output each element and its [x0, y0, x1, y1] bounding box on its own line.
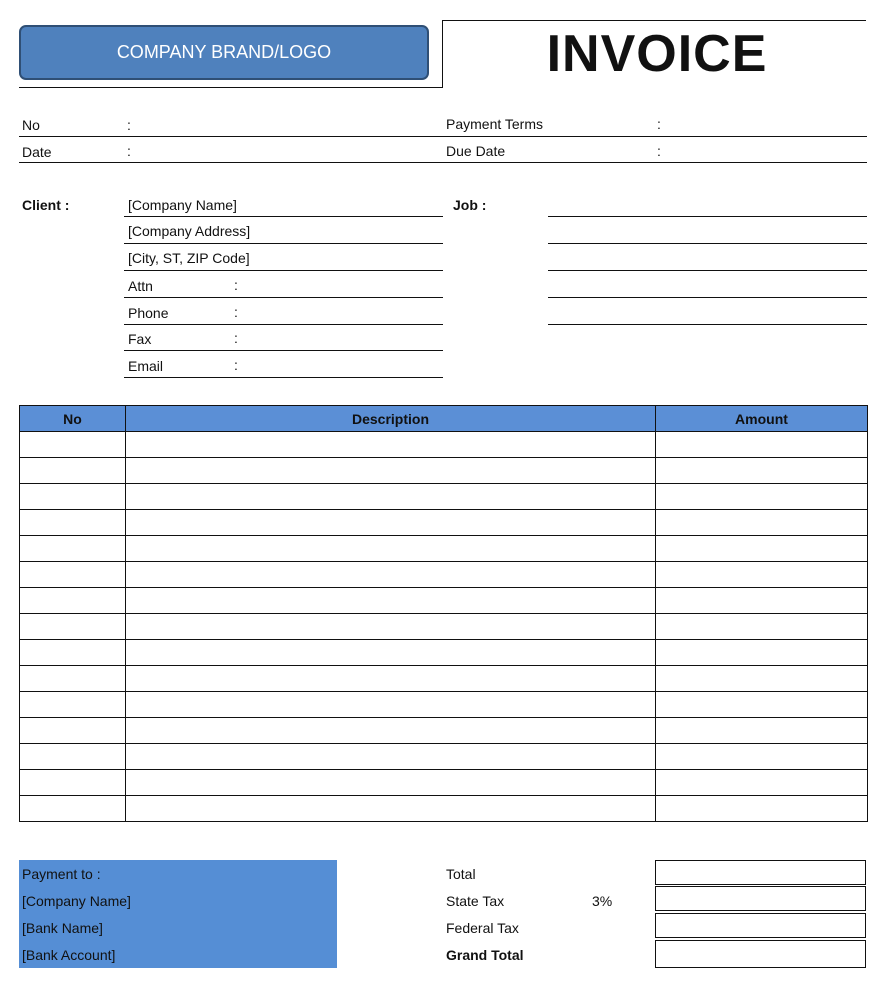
client-line-4 [124, 297, 443, 298]
company-logo-placeholder: COMPANY BRAND/LOGO [19, 25, 429, 80]
table-row [20, 484, 868, 510]
title-frame-left-border [442, 20, 443, 88]
no-cell[interactable] [20, 588, 126, 614]
client-phone-label: Phone [128, 305, 169, 321]
invoice-number-label: No [22, 117, 40, 133]
amount-cell[interactable] [656, 458, 868, 484]
amount-cell[interactable] [656, 484, 868, 510]
payment-bank-account: [Bank Account] [22, 947, 116, 963]
amount-cell[interactable] [656, 588, 868, 614]
description-cell[interactable] [126, 510, 656, 536]
header-bottom-border [19, 87, 443, 88]
amount-cell[interactable] [656, 510, 868, 536]
amount-cell[interactable] [656, 640, 868, 666]
federal-tax-label: Federal Tax [446, 920, 519, 936]
no-cell[interactable] [20, 796, 126, 822]
table-row [20, 432, 868, 458]
description-cell[interactable] [126, 718, 656, 744]
payment-company-name: [Company Name] [22, 893, 131, 909]
client-fax-colon: : [234, 330, 238, 346]
table-row [20, 770, 868, 796]
table-row [20, 536, 868, 562]
description-cell[interactable] [126, 458, 656, 484]
table-row [20, 562, 868, 588]
table-row [20, 640, 868, 666]
amount-cell[interactable] [656, 744, 868, 770]
column-header-no: No [20, 406, 126, 432]
client-email-colon: : [234, 357, 238, 373]
amount-cell[interactable] [656, 562, 868, 588]
table-row [20, 744, 868, 770]
invoice-number-colon: : [127, 117, 131, 133]
description-cell[interactable] [126, 432, 656, 458]
amount-cell[interactable] [656, 718, 868, 744]
no-cell[interactable] [20, 562, 126, 588]
column-header-amount: Amount [656, 406, 868, 432]
no-cell[interactable] [20, 458, 126, 484]
meta-divider-1 [19, 136, 867, 137]
amount-cell[interactable] [656, 770, 868, 796]
no-cell[interactable] [20, 692, 126, 718]
client-line-5 [124, 324, 443, 325]
column-header-description: Description [126, 406, 656, 432]
invoice-title: INVOICE [546, 25, 768, 83]
state-tax-value-box[interactable] [655, 886, 866, 911]
table-row [20, 614, 868, 640]
no-cell[interactable] [20, 432, 126, 458]
table-row [20, 666, 868, 692]
payment-terms-colon: : [657, 116, 661, 132]
description-cell[interactable] [126, 744, 656, 770]
table-row [20, 458, 868, 484]
client-company-name: [Company Name] [128, 197, 237, 213]
no-cell[interactable] [20, 536, 126, 562]
client-phone-colon: : [234, 304, 238, 320]
description-cell[interactable] [126, 614, 656, 640]
no-cell[interactable] [20, 640, 126, 666]
no-cell[interactable] [20, 614, 126, 640]
job-line-1 [548, 216, 867, 217]
job-line-3 [548, 270, 867, 271]
client-line-1 [124, 216, 443, 217]
client-email-label: Email [128, 358, 164, 374]
client-label: Client : [22, 197, 70, 213]
client-line-2 [124, 243, 443, 244]
client-attn-colon: : [234, 277, 238, 293]
items-table [19, 405, 868, 822]
table-row [20, 588, 868, 614]
state-tax-label: State Tax [446, 893, 505, 909]
client-line-3 [124, 270, 443, 271]
job-line-5 [548, 324, 867, 325]
amount-cell[interactable] [656, 666, 868, 692]
title-frame-top-border [442, 20, 866, 21]
amount-cell[interactable] [656, 692, 868, 718]
description-cell[interactable] [126, 588, 656, 614]
no-cell[interactable] [20, 770, 126, 796]
description-cell[interactable] [126, 484, 656, 510]
grand-total-label: Grand Total [446, 947, 524, 963]
no-cell[interactable] [20, 666, 126, 692]
payment-to-label: Payment to : [22, 866, 101, 882]
amount-cell[interactable] [656, 614, 868, 640]
federal-tax-value-box[interactable] [655, 913, 866, 938]
amount-cell[interactable] [656, 432, 868, 458]
state-tax-rate: 3% [592, 893, 613, 909]
grand-total-value-box[interactable] [655, 940, 866, 968]
amount-cell[interactable] [656, 536, 868, 562]
description-cell[interactable] [126, 692, 656, 718]
due-date-colon: : [657, 143, 661, 159]
table-row [20, 510, 868, 536]
description-cell[interactable] [126, 666, 656, 692]
total-value-box[interactable] [655, 860, 866, 885]
payment-bank-name: [Bank Name] [22, 920, 103, 936]
job-line-2 [548, 243, 867, 244]
table-row [20, 692, 868, 718]
job-line-4 [548, 297, 867, 298]
table-row [20, 796, 868, 822]
no-cell[interactable] [20, 484, 126, 510]
meta-divider-2 [19, 162, 867, 163]
items-header-row [20, 406, 868, 432]
no-cell[interactable] [20, 744, 126, 770]
client-city-line: [City, ST, ZIP Code] [128, 250, 250, 266]
due-date-label: Due Date [446, 143, 506, 159]
client-company-address: [Company Address] [128, 223, 251, 239]
description-cell[interactable] [126, 796, 656, 822]
amount-cell[interactable] [656, 796, 868, 822]
payment-terms-label: Payment Terms [446, 116, 543, 132]
job-label: Job : [453, 197, 487, 213]
table-row [20, 718, 868, 744]
no-cell[interactable] [20, 510, 126, 536]
description-cell[interactable] [126, 536, 656, 562]
description-cell[interactable] [126, 770, 656, 796]
description-cell[interactable] [126, 562, 656, 588]
no-cell[interactable] [20, 718, 126, 744]
client-line-7 [124, 377, 443, 378]
payment-info-box [19, 860, 337, 968]
date-label: Date [22, 144, 52, 160]
client-fax-label: Fax [128, 331, 152, 347]
client-line-6 [124, 350, 443, 351]
description-cell[interactable] [126, 640, 656, 666]
client-attn-label: Attn [128, 278, 153, 294]
total-label: Total [446, 866, 476, 882]
date-colon: : [127, 143, 131, 159]
